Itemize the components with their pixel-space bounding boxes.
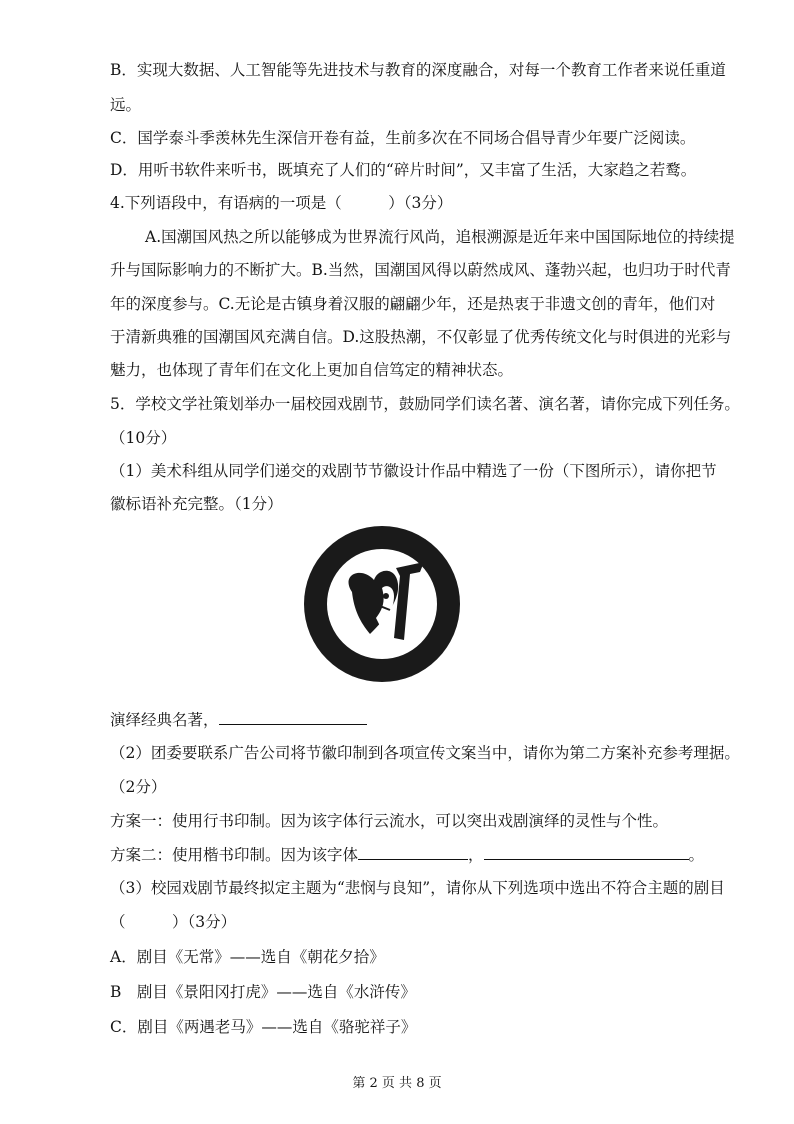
q3-option-c: C．国学泰斗季羡林先生深信开卷有益，生前多次在不同场合倡导青少年要广泛阅读。 [110, 129, 696, 147]
q5-part-3-blank: （ ）（3分） [110, 913, 237, 931]
plan-two-period: 。 [688, 846, 705, 864]
slogan-answer-blank[interactable] [219, 710, 367, 725]
q4-passage-line-1: A.国潮国风热之所以能够成为世界流行风尚，追根溯源是近年来中国国际地位的持续提 [145, 228, 735, 246]
q5-part-2-score: （2分） [110, 778, 167, 796]
q4-passage-line-2: 升与国际影响力的不断扩大。B.当然，国潮国风得以蔚然成风、蓬勃兴起，也归功于时代青 [110, 261, 731, 279]
page-number: 第 2 页 共 8 页 [352, 1076, 442, 1091]
plan-two-blank-1[interactable] [358, 845, 468, 860]
q3-option-d: D．用听书软件来听书，既填充了人们的“碎片时间”，又丰富了生活，大家趋之若鹜。 [110, 161, 697, 179]
question-5: 5．学校文学社策划举办一届校园戏剧节，鼓励同学们读名著、演名著，请你完成下列任务。 [110, 395, 740, 413]
q5-part-2: （2）团委要联系广告公司将节徽印制到各项宣传文案当中，请你为第二方案补充参考理据。 [110, 744, 740, 762]
drama-festival-emblem-icon [300, 522, 464, 686]
plan-two-blank-2[interactable] [484, 845, 689, 860]
q5-slogan-line [110, 708, 367, 730]
part-3-option-a: A．剧目《无常》——选自《朝花夕拾》 [110, 948, 385, 966]
question-4: 4.下列语段中，有语病的一项是（ ）（3分） [110, 194, 453, 212]
plan-two-comma: ， [468, 846, 484, 864]
q5-part-1: （1）美术科组从同学们递交的戏剧节节徽设计作品中精选了一份（下图所示），请你把节 [110, 462, 717, 480]
q4-passage-line-3: 年的深度参与。C.无论是古镇身着汉服的翩翩少年，还是热衷于非遗文创的青年，他们对 [110, 295, 716, 313]
q4-passage-line-4: 于清新典雅的国潮国风充满自信。D.这股热潮，不仅彰显了优秀传统文化与时俱进的光彩与 [110, 328, 732, 346]
part-3-option-b: B 剧目《景阳冈打虎》——选自《水浒传》 [110, 983, 416, 1001]
question-5-score: （10分） [110, 429, 177, 447]
slogan-prefix: 演绎经典名著， [110, 711, 219, 729]
plan-two [110, 843, 704, 865]
q3-option-b: B．实现大数据、人工智能等先进技术与教育的深度融合，对每一个教育工作者来说任重道 [110, 61, 726, 79]
q4-passage-line-5: 魅力，也体现了青年们在文化上更加自信笃定的精神状态。 [110, 361, 514, 379]
plan-one: 方案一：使用行书印制。因为该字体行云流水，可以突出戏剧演绎的灵性与个性。 [110, 812, 669, 830]
plan-two-text: 方案二：使用楷书印制。因为该字体 [110, 846, 359, 864]
q3-option-b-cont: 远。 [110, 96, 142, 114]
q5-part-1-cont: 徽标语补充完整。（1分） [110, 495, 283, 513]
q5-part-3: （3）校园戏剧节最终拟定主题为“悲悯与良知”，请你从下列选项中选出不符合主题的剧目 [110, 879, 725, 897]
part-3-option-c: C．剧目《两遇老马》——选自《骆驼祥子》 [110, 1018, 417, 1036]
